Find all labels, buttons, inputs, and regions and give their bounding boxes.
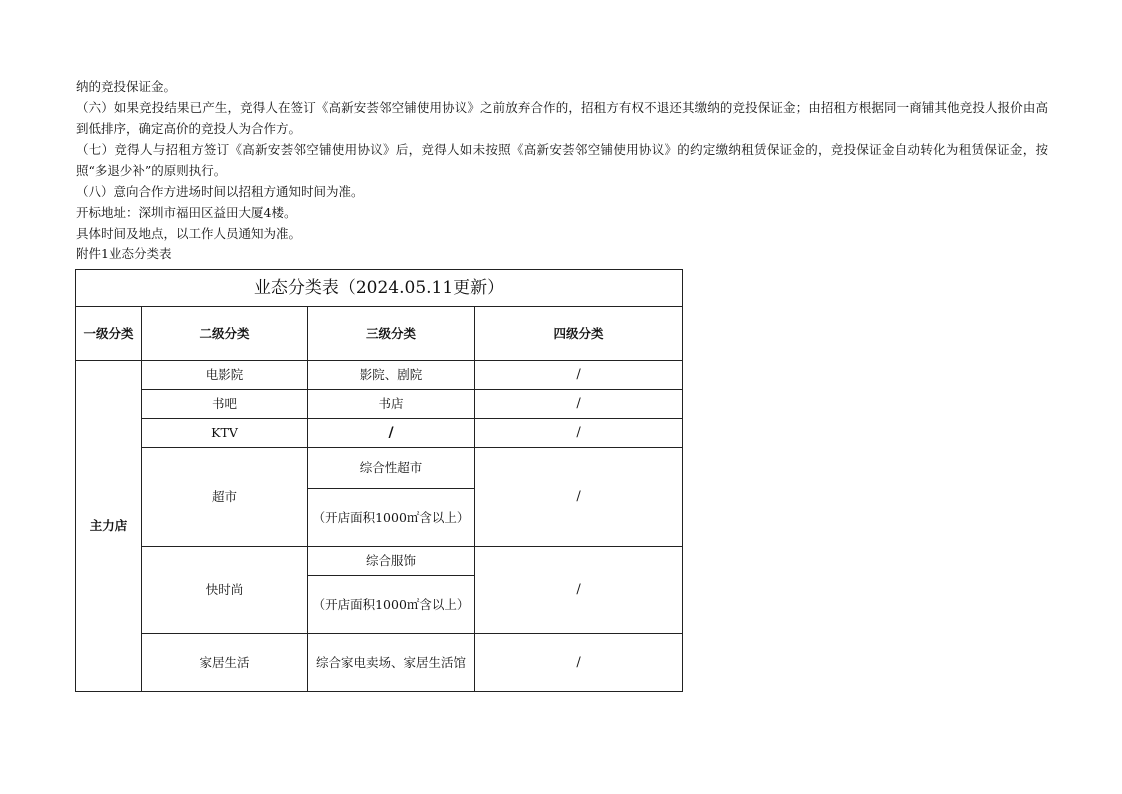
table-row: [76, 390, 683, 419]
level3-cell: /: [308, 419, 475, 448]
paragraph-bid-address: 开标地址：深圳市福田区益田大厦4楼。: [76, 205, 297, 220]
table-title: 业态分类表（2024.05.11更新）: [76, 270, 683, 307]
paragraph-clause-6: （六）如果竞投结果已产生，竞得人在签订《高新安荟邻空铺使用协议》之前放弃合作的，招租方有权不退还其缴纳的竞投保证金；由招租方根据同一商铺其他竞投人报价由高到低排序，确定高价的竞投人为合作方。: [76, 100, 1048, 136]
table-row: [76, 419, 683, 448]
level2-cell: 电影院: [142, 361, 308, 390]
table-row: [76, 361, 683, 390]
paragraph-clause-7: （七）竞得人与招租方签订《高新安荟邻空铺使用协议》后，竞得人如未按照《高新安荟邻空铺使用协议》的约定缴纳租赁保证金的，竞投保证金自动转化为租赁保证金，按照“多退少补”的原则执行。: [76, 142, 1048, 178]
level4-cell: /: [475, 361, 683, 390]
header-level2: 二级分类: [142, 307, 308, 361]
business-category-table: [75, 269, 683, 692]
level3-cell: 书店: [308, 390, 475, 419]
level2-cell: 超市: [142, 448, 308, 547]
level3-cell: 综合性超市: [308, 448, 475, 489]
paragraph-time-notice: 具体时间及地点，以工作人员通知为准。: [76, 226, 302, 241]
level1-cell: 主力店: [76, 361, 142, 692]
level3-note-cell: （开店面积1000㎡含以上）: [308, 576, 475, 634]
level2-cell: 家居生活: [142, 634, 308, 692]
level4-cell: /: [475, 419, 683, 448]
table-row: [76, 634, 683, 692]
paragraph-clause-8: （八）意向合作方进场时间以招租方通知时间为准。: [76, 184, 364, 199]
level3-cell: 综合服饰: [308, 547, 475, 576]
header-level3: 三级分类: [308, 307, 475, 361]
table-row: [76, 448, 683, 489]
table-row: [76, 547, 683, 576]
level3-cell: 综合家电卖场、家居生活馆: [308, 634, 475, 692]
header-level1: 一级分类: [76, 307, 142, 361]
level4-cell: /: [475, 390, 683, 419]
paragraph-attachment-label: 附件1业态分类表: [76, 246, 172, 261]
level2-cell: 快时尚: [142, 547, 308, 634]
paragraph-continuation: 纳的竞投保证金。: [76, 79, 177, 94]
header-level4: 四级分类: [475, 307, 683, 361]
level3-note-cell: （开店面积1000㎡含以上）: [308, 489, 475, 547]
level2-cell: KTV: [142, 419, 308, 448]
level4-cell: /: [475, 448, 683, 547]
level2-cell: 书吧: [142, 390, 308, 419]
level4-cell: /: [475, 547, 683, 634]
level4-cell: /: [475, 634, 683, 692]
level3-cell: 影院、剧院: [308, 361, 475, 390]
